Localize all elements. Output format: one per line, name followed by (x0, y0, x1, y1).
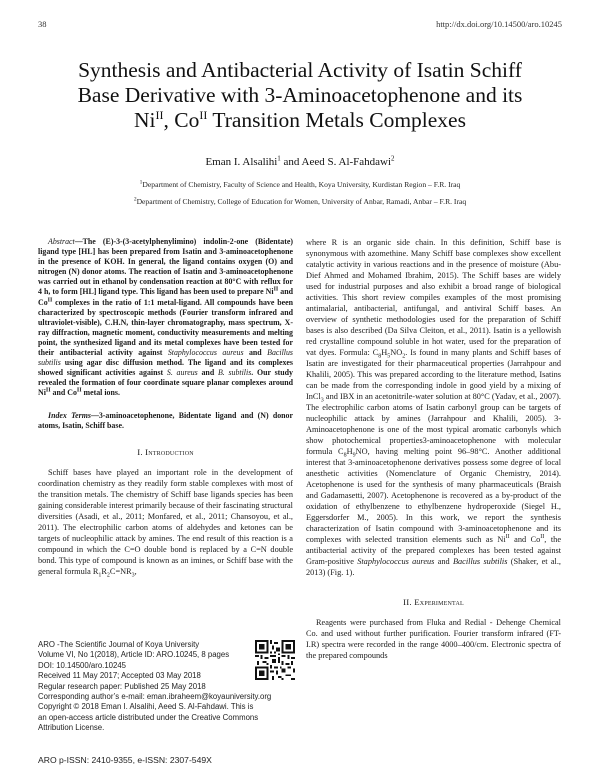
volume-info: Volume VI, No 1(2018), Article ID: ARO.10245, 8 pages (38, 650, 230, 660)
author-list: Eman I. Alsalihi$^1$ and Aeed S. Al-Fahdawi$^2$ (205, 154, 395, 168)
doi-link[interactable]: http://dx.doi.org/10.14500/aro.10245 (436, 19, 562, 29)
right-column (306, 237, 561, 661)
title-line-3: $Ni^{II}$, $Co^{II}$ Transition Metals Complexes (134, 108, 466, 132)
qr-code-icon (255, 640, 295, 680)
issn-line: ARO p-ISSN: 2410-9355, e-ISSN: 2307-549X (38, 755, 212, 765)
title-line-1: Synthesis and Antibacterial Activity of Isatin Schiff (78, 58, 522, 82)
section-heading-experimental: II. Experimental (403, 597, 464, 607)
corresponding-email: Corresponding author’s e-mail: eman.ibraheem@koyauniversity.org (38, 692, 272, 702)
section-heading-introduction: I. Introduction (137, 447, 194, 458)
affiliation-2: $^2$Department of Chemistry, College of Education for Women, University of Anbar, Ramadi, Anbar – F.R. Iraq (133, 196, 467, 206)
intro-continued-paragraph: where R is an organic side chain. In this definition, Schiff base is synonymous with azomethine. Many Schiff base complexes show excellent catalytic activity in various reactions and in the presence of moisture (Abu-Dief Ahmed and Mohamed Ibrahim, 2015). The Schiff bases are widely used for industrial purposes and also exhibit a broad range of biological activities. This short review compiles examples of the most promising antimalarial, antibacterial, antifungal, and antiviral Schiff bases. An overview of synthetic methodologies used for the preparation of Schiff bases is also described (Da Silva Cleiton, et al., 2011). Isatin is a yellowish red crystalline compound soluble in hot water, used for the preparation of vat dyes. Formula: $C_8H_5NO_2$. Is found in many plants and Schiff bases of Isatin are investigated for their pharmaceutical properties (Jarrahpour and Khalili, 2005). This was prepared according to the literature method, Isatins can be made from the corresponding indole in good yield by a mixing of InCl$_3$ and IBX in an acetonitrile-water solution at 80°C (Yadav, et al., 2007). The electrophilic carbon atoms of Isatin carbonyl group can be targets of nucleophilic attack by amines (Jarrahpour and Khalili, 2005). 3-Aminoacetophenone is one of the most typical aromatic carbonyls which show photochemical properties3-aminoacetophenone with molecular formula $C_8H_9NO$, having melting point 96–98°C. Another additional interest that 3-aminoacetophenone derivatives possess some degree of local anesthetic activities (Nomenclature of Organic Chemistry, 2014). Acetophenone is used for the synthesis of many pharmaceuticals (Braish and Gadamasetti, 2007). Acetophenone is recovered as a by-product of the oxidation of ethylbenzene to ethylbenzene hydroperoxide (Siegel H., Eggersdorfer M., 2005). In this work, we report the synthesis characterization of Isatin compound with 3-aminoacetophenone and its complexes with selected transition elements such as $Ni^{II}$ and $Co^{II}$, the antibacterial activity of the prepared complexes has been tested against Gram-positive Staphylococcus aureus and Bacillus subtilis (Shaker, et al., 2013) (Fig. 1). (306, 238, 561, 577)
published-date: Regular research paper: Published 25 May 2018 (38, 681, 206, 691)
author-2: Aeed S. Al-Fahdawi (301, 156, 392, 168)
affiliation-1: $^1$Department of Chemistry, Faculty of Science and Health, Koya University, Kurdistan Region – F.R. Iraq (139, 179, 461, 189)
index-terms: Index Terms—3-aminoacetophenone, Bidentate ligand and (N) donor atoms, Isatin, Schiff base. (38, 410, 293, 430)
intro-paragraph: Schiff bases have played an important role in the development of coordination chemistry as they readily form stable complexes with most of the transition metals. The chemistry of Schiff base ligands species has been gaining considerable interest primarily because of their fascinating structural diversities (Asadi, et al., 2011; Monfared, et al., 2011; Chansoyou, et al., 2011). The electrophilic carbon atoms of aldehydes and ketones can be targets of nucleophilic attack by amines. The end result of this reaction is a compound in which the C=O double bond is replaced by a C=N double bond. This type of compound is known as an imines, or Schiff base with the general formula $R_1R_2C=NR_3$, (38, 468, 293, 579)
received-date: Received 11 May 2017; Accepted 03 May 2018 (38, 671, 201, 681)
experimental-paragraph: Reagents were purchased from Fluka and Redial - Dehenge Chemical Co. and used without further purification. Fourier transform infrared (FT-I.R) spectra were recorded in the range 4000–400/cm. Electronic spectra of the prepared compounds (306, 618, 561, 660)
author-1: Eman I. Alsalihi (205, 156, 278, 168)
left-column (38, 237, 293, 577)
page-number: 38 (38, 19, 47, 29)
doi-footer: DOI: 10.14500/aro.10245 (38, 660, 126, 670)
journal-name: ARO -The Scientific Journal of Koya University (38, 640, 200, 649)
copyright-line: Copyright © 2018 Eman I. Alsalihi, Aeed S. Al-Fahdawi. This is (38, 702, 254, 712)
paper-title (40, 58, 560, 133)
abstract: Abstract—The (E)-3-(3-acetylphenylimino) indolin-2-one (Bidentate) ligand type [HL] has been prepared from Isatin and 3-aminoacetophenone in the presence of KOH. In general, the ligand contains oxygen (O) and nitrogen (N) donor atoms. The reaction of Isatin and 3-aminoacetophenone was carried out in ethanol by condensation reaction at 80°C with reflux for 4 h, to form [HL] ligand type. This ligand has been used to prepare $Ni^{II}$ and $Co^{II}$ complexes in the ratio of 1:1 metal-ligand. All compounds have been characterized by spectroscopic methods (Fourier transform infrared and ultraviolet-visible), C.H.N, thin-layer chromatography, mass spectrum, X-ray diffraction, magnetic moment, conductivity measurements and melting point, the synthesized ligand and its metal complexes have been tested for their antibacterial activity against Staphylococcus aureus and Bacillus subtilis using agar disc diffusion method. The ligand and its complexes showed significant activities against S. aureus and B. subtilis. Our study revealed the formation of four coordinate square planar complexes around $Ni^{II}$ and $Co^{II}$ metal ions. (38, 237, 294, 398)
license-line-2: Attribution License. (38, 723, 105, 733)
title-line-2: Base Derivative with 3-Aminoacetophenone and its (77, 83, 523, 107)
license-line: an open-access article distributed under the Creative Commons (38, 712, 259, 722)
article-info-footer (38, 640, 272, 734)
